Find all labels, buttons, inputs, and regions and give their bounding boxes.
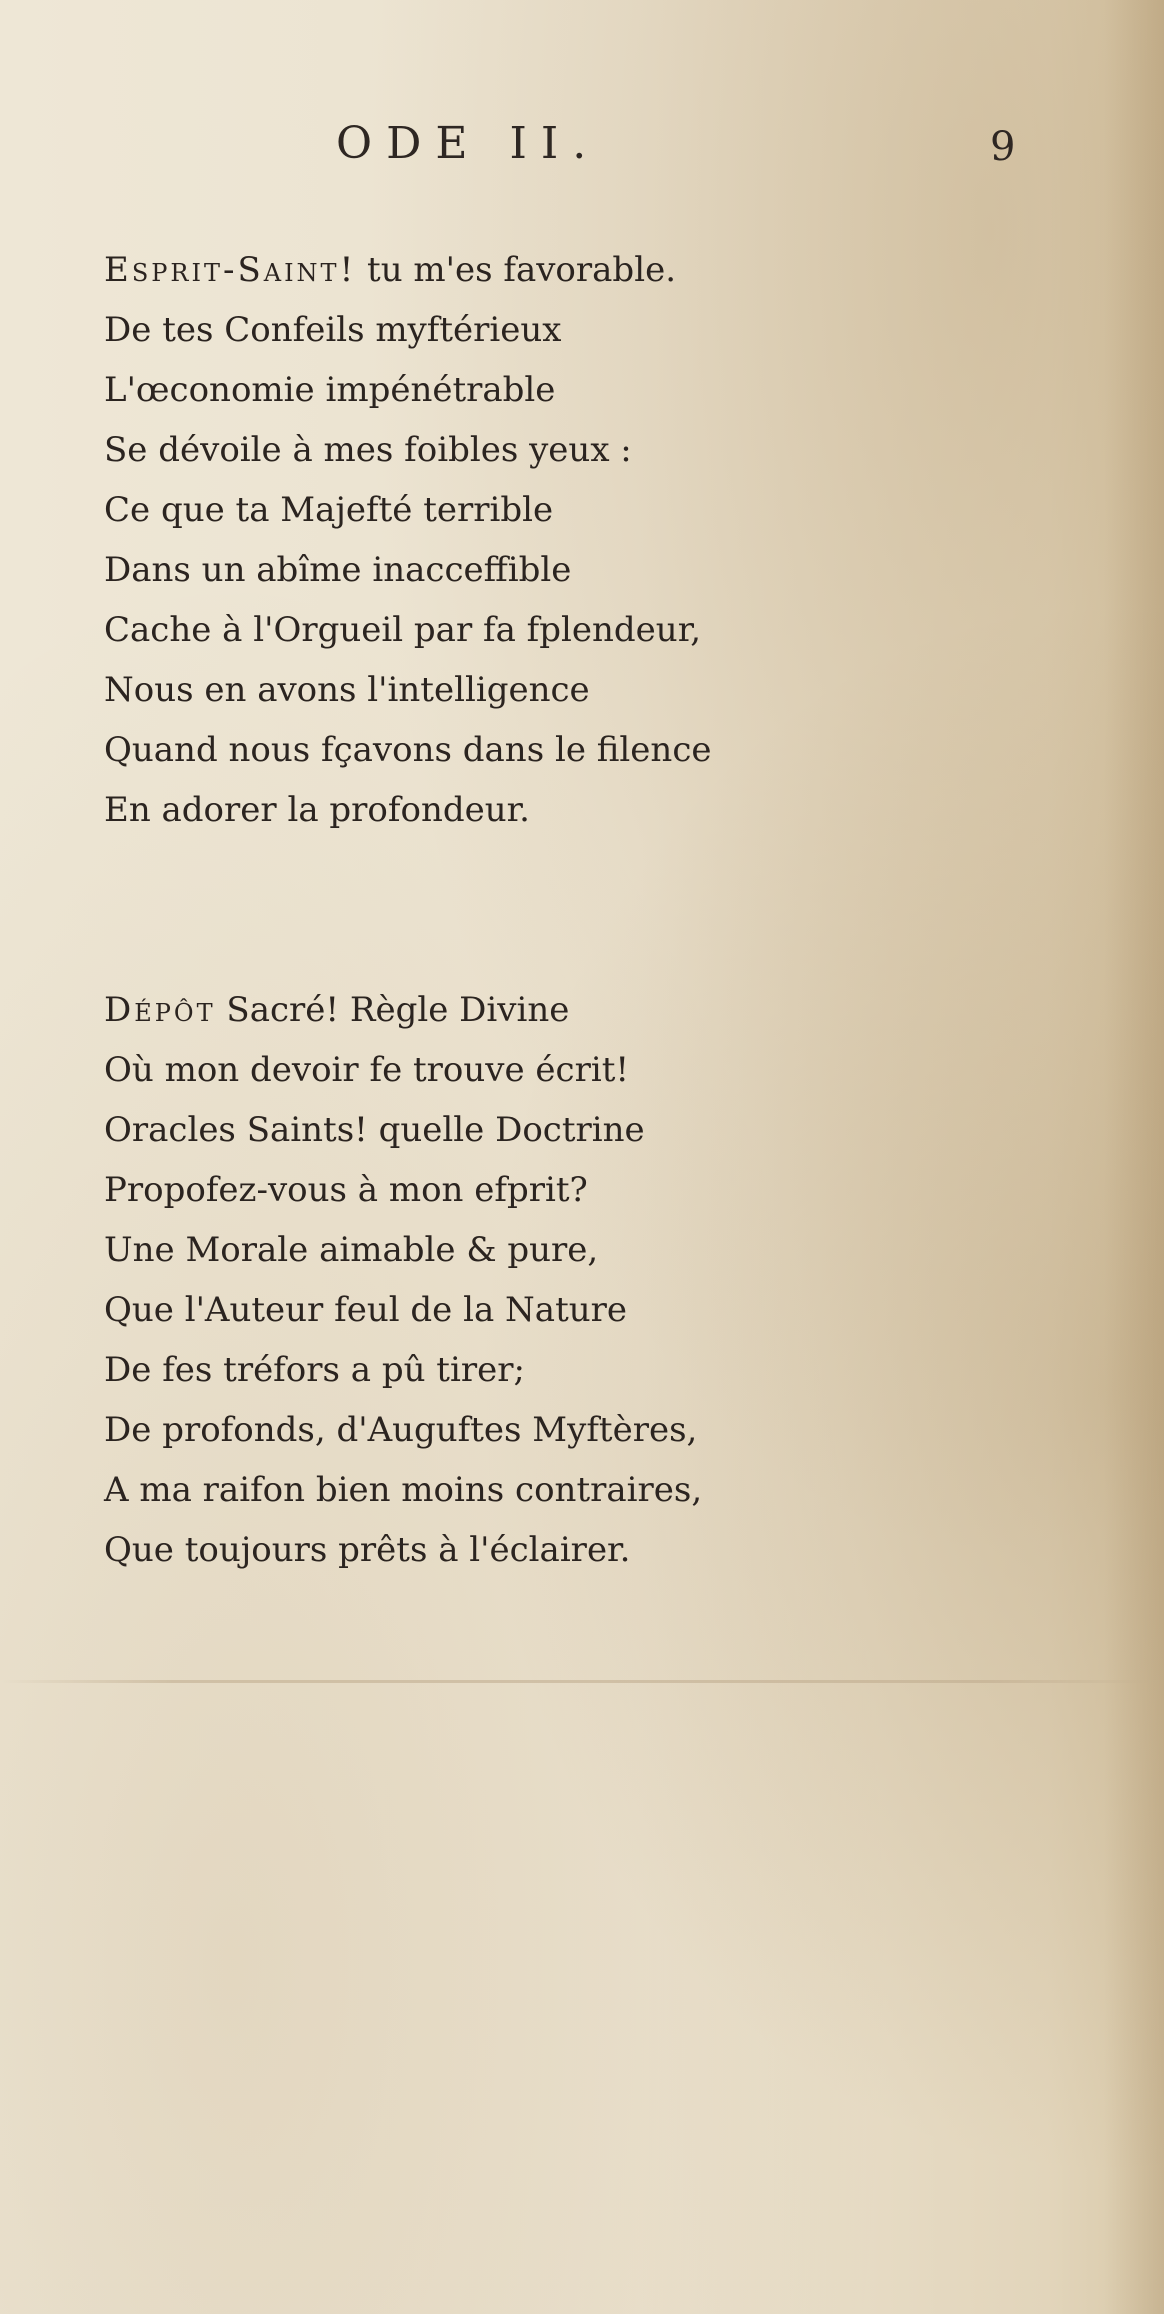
stanza-line: Se dévoile à mes foibles yeux : xyxy=(104,430,632,470)
stanza-line-text: Sacré! Règle Divine xyxy=(215,990,570,1030)
stanza-line-text: tu m'es favorable. xyxy=(356,250,676,290)
stanza-line: Oracles Saints! quelle Doctrine xyxy=(104,1110,645,1150)
stanza-line xyxy=(104,980,702,1040)
stanza-line: De tes Confeils myftérieux xyxy=(104,310,562,350)
stanza-line: De fes tréfors a pû tirer; xyxy=(104,1350,525,1390)
running-title: ODE II. xyxy=(336,118,601,169)
page-edge-shadow xyxy=(1104,0,1164,2314)
stanza-line: Que toujours prêts à l'éclairer. xyxy=(104,1530,631,1570)
stanza-line: Nous en avons l'intelligence xyxy=(104,670,590,710)
stanza-line: Dans un abîme inacceffible xyxy=(104,550,572,590)
stanza-line xyxy=(104,240,711,300)
page-fold-line xyxy=(0,1680,1164,1683)
stanza-line: Que l'Auteur feul de la Nature xyxy=(104,1290,627,1330)
stanza-line: Où mon devoir fe trouve écrit! xyxy=(104,1050,630,1090)
stanza-line: De profonds, d'Auguftes Myftères, xyxy=(104,1410,698,1450)
stanza-line: Cache à l'Orgueil par fa fplendeur, xyxy=(104,610,702,650)
stanza-opening-word: Dépôt xyxy=(104,990,216,1030)
stanza-line: A ma raifon bien moins contraires, xyxy=(104,1470,703,1510)
stanza-line: Quand nous fçavons dans le filence xyxy=(104,730,712,770)
page-number: 9 xyxy=(990,124,1016,170)
stanza-line: Propofez-vous à mon efprit? xyxy=(104,1170,588,1210)
stanza-line: Une Morale aimable & pure, xyxy=(104,1230,599,1270)
stanza-line: Ce que ta Majefté terrible xyxy=(104,490,554,530)
stanza-2 xyxy=(104,980,702,1580)
stanza-1 xyxy=(104,240,711,840)
stanza-line: L'œconomie impénétrable xyxy=(104,370,556,410)
stanza-opening-word: Esprit-Saint! xyxy=(104,250,357,290)
stanza-line: En adorer la profondeur. xyxy=(104,790,530,830)
